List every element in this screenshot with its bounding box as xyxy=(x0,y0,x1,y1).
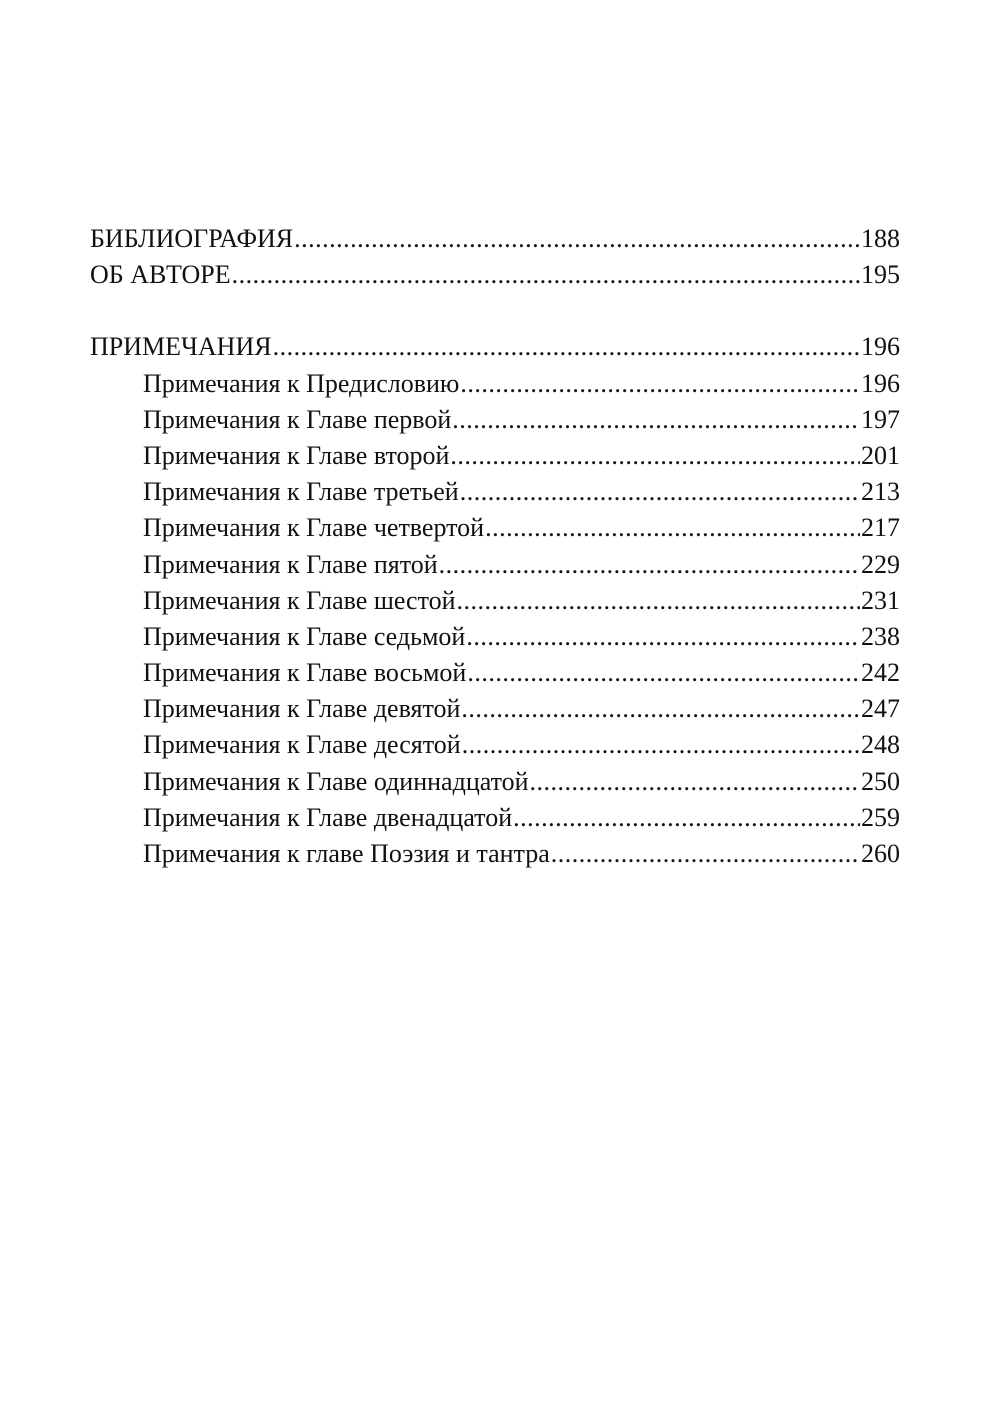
toc-subentry[interactable] xyxy=(90,547,900,583)
dot-leader xyxy=(457,583,860,619)
dot-leader xyxy=(485,510,860,546)
toc-entry-title: ОБ АВТОРЕ xyxy=(90,260,231,290)
toc-entry-page: 259 xyxy=(861,802,900,832)
toc-entry-page: 197 xyxy=(861,404,900,434)
toc-entry-title: Примечания к Предисловию xyxy=(143,368,460,398)
toc-entry-title: Примечания к Главе седьмой xyxy=(143,621,466,651)
toc-entry-page: 217 xyxy=(861,513,900,543)
toc-subentry[interactable] xyxy=(90,510,900,546)
toc-subentry[interactable] xyxy=(90,655,900,691)
dot-leader xyxy=(551,836,860,872)
dot-leader xyxy=(439,547,860,583)
toc-top-group xyxy=(90,221,900,293)
toc-subentry[interactable] xyxy=(90,402,900,438)
toc-entry-page: 229 xyxy=(861,549,900,579)
toc-entry-page: 242 xyxy=(861,658,900,688)
toc-entry-title: БИБЛИОГРАФИЯ xyxy=(90,224,294,253)
toc-subentry[interactable] xyxy=(90,764,900,800)
toc-entry-title: Примечания к Главе десятой xyxy=(143,730,461,760)
toc-subentry[interactable] xyxy=(90,474,900,510)
toc-entry-title: Примечания к Главе второй xyxy=(143,440,450,470)
dot-leader xyxy=(232,257,860,293)
toc-entry-page: 196 xyxy=(861,368,900,398)
toc-entry-page: 188 xyxy=(861,224,900,253)
dot-leader xyxy=(466,619,860,655)
toc-entry-title: ПРИМЕЧАНИЯ xyxy=(90,332,272,362)
toc-entry-title: Примечания к Главе девятой xyxy=(143,694,461,724)
toc-subentry[interactable] xyxy=(90,836,900,872)
toc-entry-page: 195 xyxy=(861,260,900,290)
dot-leader xyxy=(294,221,860,257)
dot-leader xyxy=(460,474,860,510)
toc-entry-page: 250 xyxy=(861,766,900,796)
toc-subentry[interactable] xyxy=(90,438,900,474)
toc-entry-page: 238 xyxy=(861,621,900,651)
toc-entry-page: 231 xyxy=(861,585,900,615)
toc-entry-page: 196 xyxy=(861,332,900,362)
toc-entry-page: 248 xyxy=(861,730,900,760)
toc-entry-bibliography[interactable] xyxy=(90,221,900,257)
toc-subentry[interactable] xyxy=(90,366,900,402)
toc-entry-about-author[interactable] xyxy=(90,257,900,293)
dot-leader xyxy=(452,402,860,438)
dot-leader xyxy=(513,800,860,836)
toc-entry-title: Примечания к Главе одиннадцатой xyxy=(143,766,529,796)
toc-notes-group xyxy=(90,329,900,872)
toc-subentry[interactable] xyxy=(90,800,900,836)
toc-entry-title: Примечания к Главе третьей xyxy=(143,477,459,507)
toc-entry-page: 201 xyxy=(861,440,900,470)
toc-entry-notes[interactable] xyxy=(90,329,900,365)
dot-leader xyxy=(461,691,860,727)
dot-leader xyxy=(530,764,860,800)
toc-entry-title: Примечания к Главе первой xyxy=(143,404,452,434)
toc-subentry[interactable] xyxy=(90,619,900,655)
dot-leader xyxy=(460,366,860,402)
toc-entry-title: Примечания к главе Поэзия и тантра xyxy=(143,839,550,868)
toc-subentry[interactable] xyxy=(90,583,900,619)
dot-leader xyxy=(273,329,860,365)
toc-entry-title: Примечания к Главе четвертой xyxy=(143,513,485,543)
toc-entry-title: Примечания к Главе двенадцатой xyxy=(143,802,513,832)
toc-entry-page: 247 xyxy=(861,694,900,724)
toc-subentry[interactable] xyxy=(90,727,900,763)
dot-leader xyxy=(450,438,860,474)
toc-entry-page: 260 xyxy=(861,839,900,868)
toc-subentry[interactable] xyxy=(90,691,900,727)
toc-entry-page: 213 xyxy=(861,477,900,507)
toc-entry-title: Примечания к Главе восьмой xyxy=(143,658,467,688)
toc-entry-title: Примечания к Главе пятой xyxy=(143,549,438,579)
dot-leader xyxy=(462,727,860,763)
table-of-contents xyxy=(90,221,900,872)
dot-leader xyxy=(467,655,860,691)
toc-entry-title: Примечания к Главе шестой xyxy=(143,585,456,615)
